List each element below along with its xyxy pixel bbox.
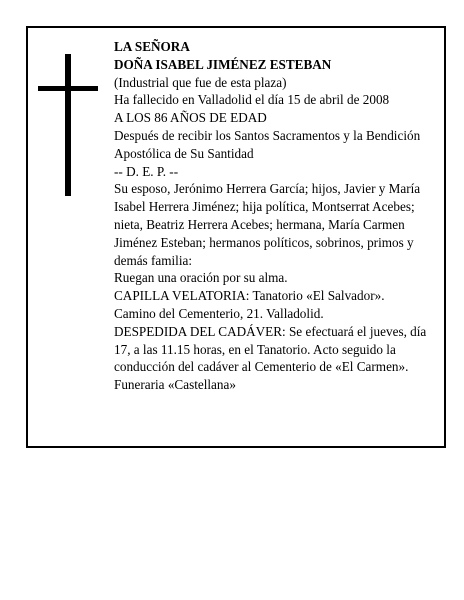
cross-icon <box>38 54 98 196</box>
chapel: CAPILLA VELATORIA: Tanatorio «El Salvador». <box>114 288 385 304</box>
cross-vertical-bar <box>65 54 71 196</box>
occupation: (Industrial que fue de esta plaza) <box>114 74 287 90</box>
farewell: DESPEDIDA DEL CADÁVER: Se efectuará el jueves, día 17, a las 11.15 horas, en el Tanatorio. Acto seguido la conducción del cadáver al Cementerio de «El Carmen». <box>114 323 427 375</box>
death-statement: Ha fallecido en Valladolid el día 15 de abril de 2008 <box>114 92 390 108</box>
cross-horizontal-bar <box>38 86 98 91</box>
prayer-request: Ruegan una oración por su alma. <box>114 270 288 286</box>
rip: -- D. E. P. -- <box>114 163 179 179</box>
title-line-1: LA SEÑORA <box>114 39 190 54</box>
obituary-text <box>114 38 436 394</box>
funeral-home: Funeraria «Castellana» <box>114 377 236 393</box>
age: A LOS 86 AÑOS DE EDAD <box>114 110 267 126</box>
sacraments: Después de recibir los Santos Sacramentos y la Bendición Apostólica de Su Santidad <box>114 127 421 161</box>
family-list: Su esposo, Jerónimo Herrera García; hijos, Javier y María Isabel Herrera Jiménez; hija política, Montserrat Acebes; nieta, Beatriz Herrera Acebes; hermana, María Carmen Jiménez Esteban; hermanos políticos, sobrinos, primos y demás familia: <box>114 181 421 268</box>
address: Camino del Cementerio, 21. Valladolid. <box>114 305 324 321</box>
deceased-name: DOÑA ISABEL JIMÉNEZ ESTEBAN <box>114 56 332 72</box>
